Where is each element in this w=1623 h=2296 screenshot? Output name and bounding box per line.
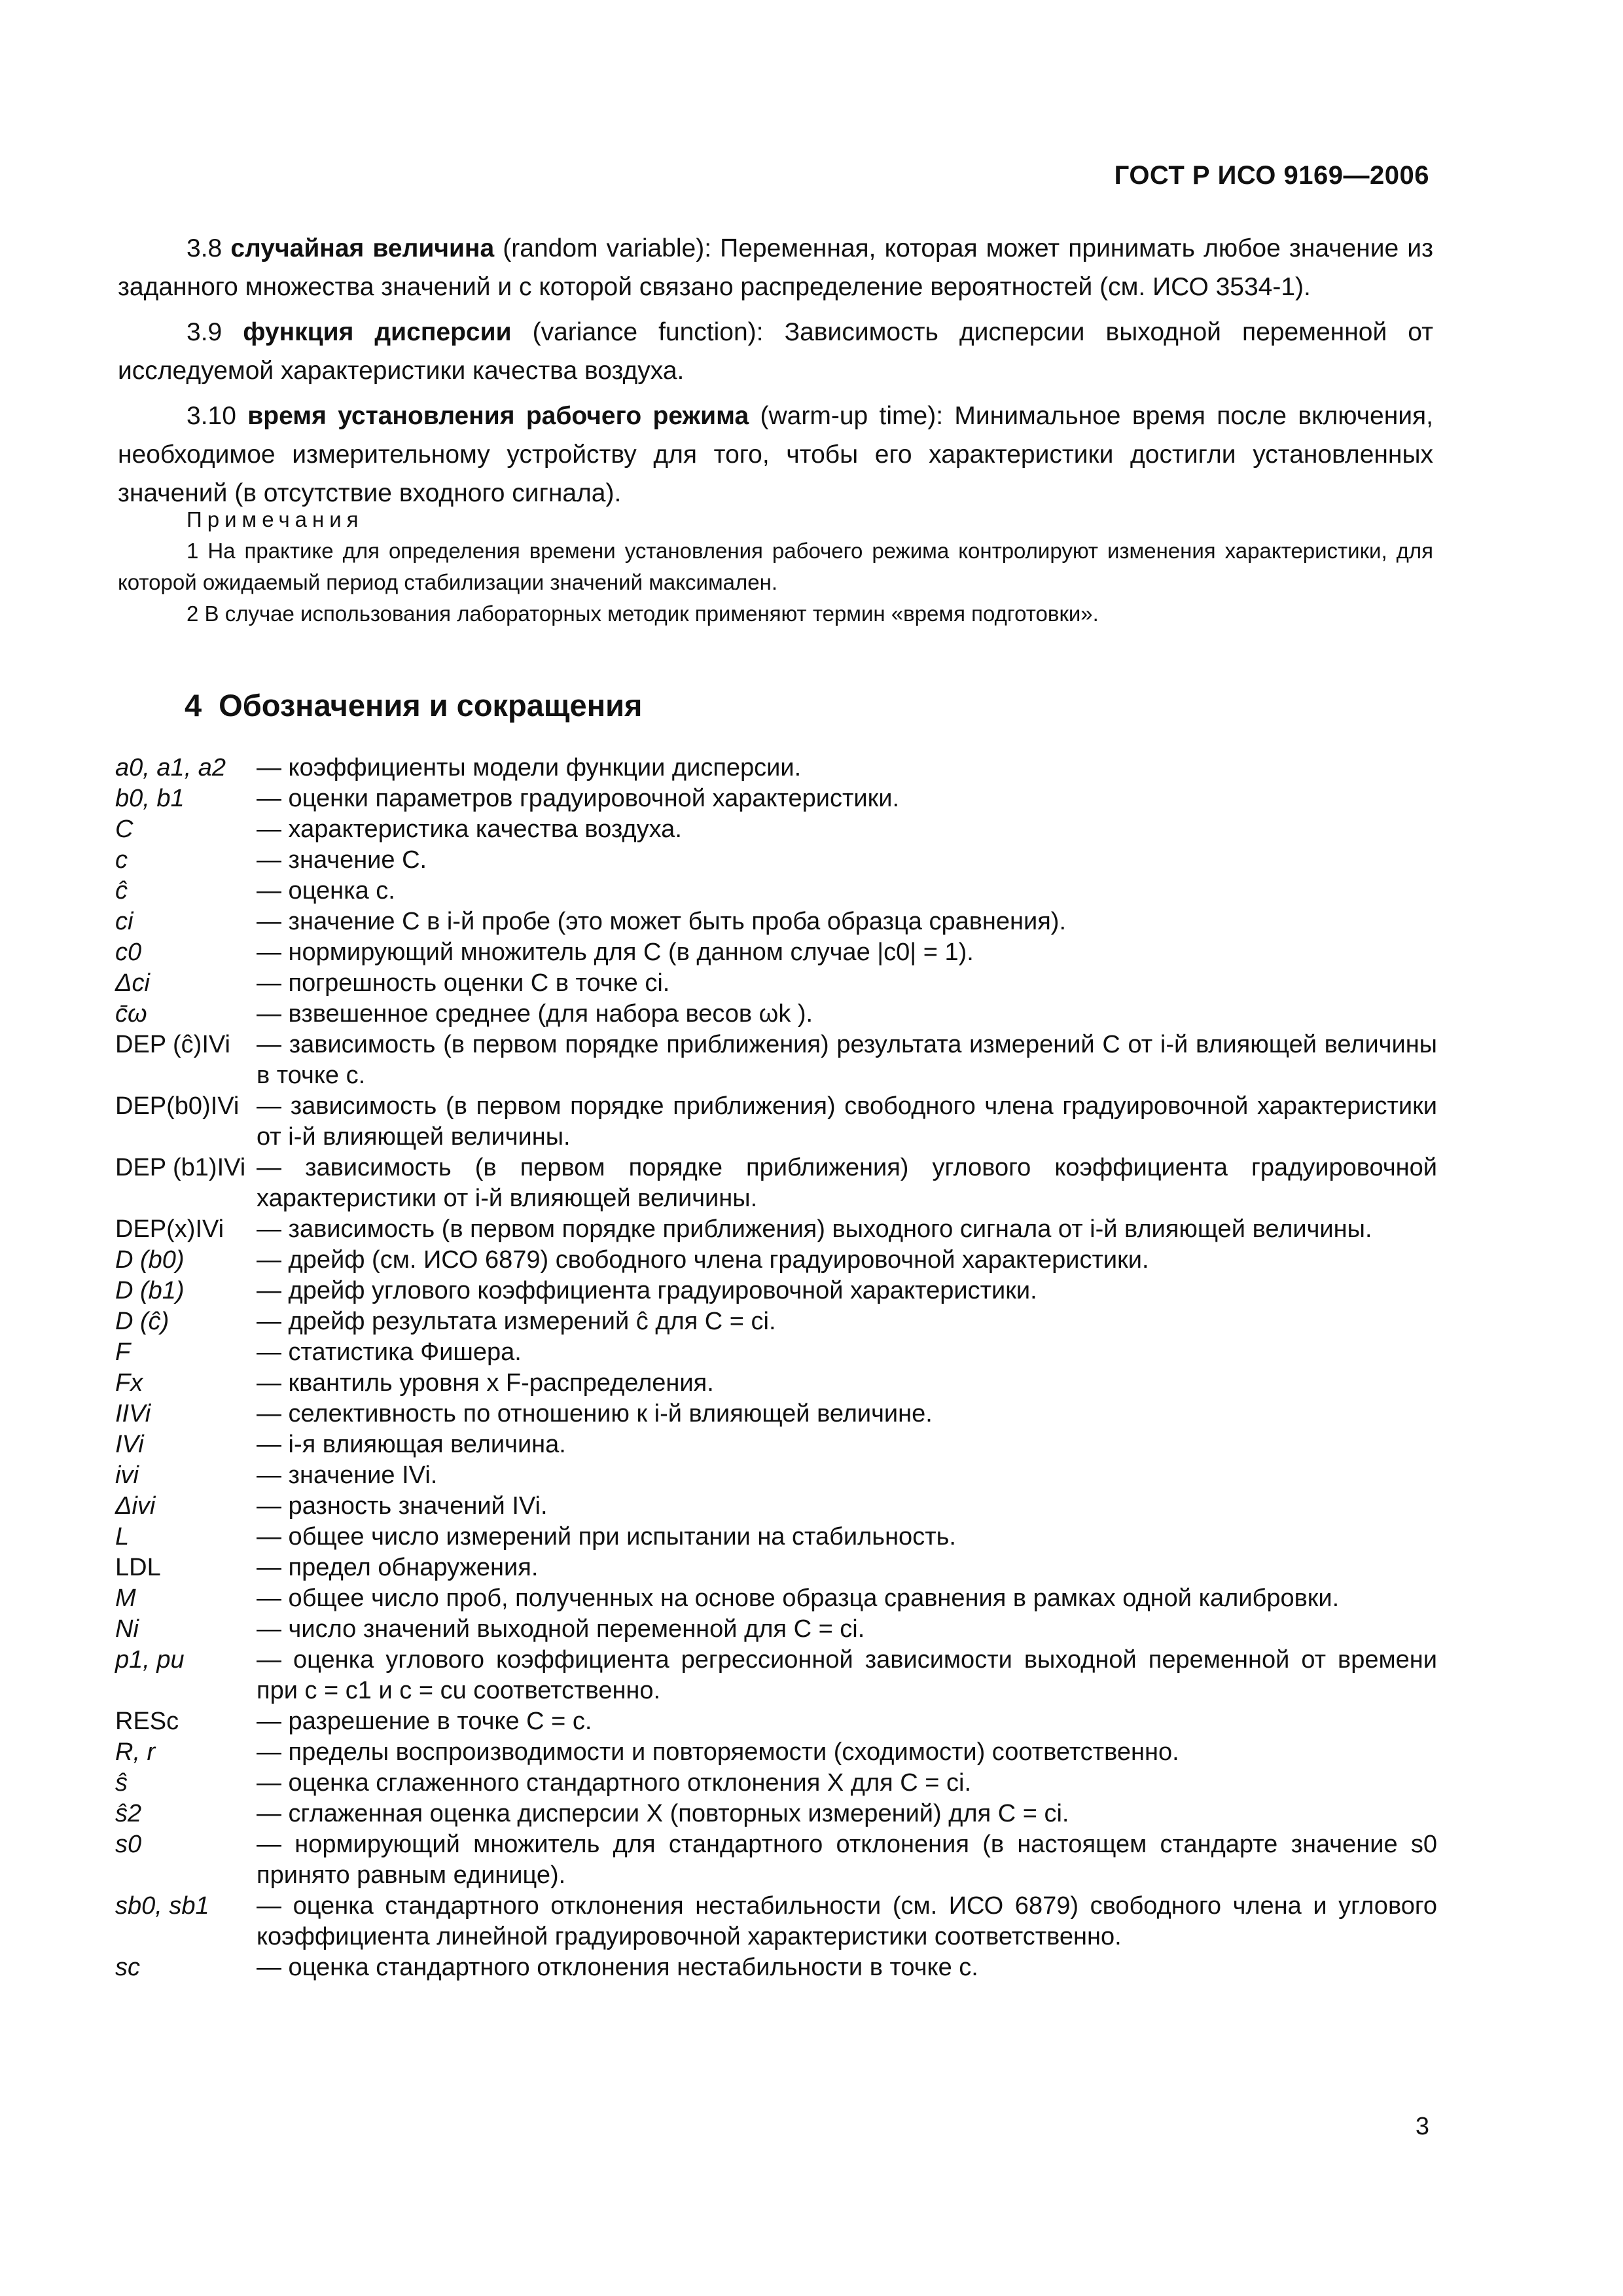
symbol: b0, b1 [115, 785, 185, 812]
symbol-row [115, 1522, 1437, 1552]
symbol: R, r [115, 1738, 156, 1766]
definition-english: (warm-up time): [749, 402, 955, 430]
symbol: F [115, 1338, 131, 1366]
definition-item [118, 313, 1433, 390]
symbol-row [115, 1552, 1437, 1583]
definition-text: Переменная, которая может принимать любое значение из заданного множества значений и с которой связано распределение вероятностей (см. ИСО 3534-1). [118, 234, 1433, 301]
symbol-description: — дрейф (см. ИСО 6879) свободного члена градуировочной характеристики. [257, 1246, 1149, 1274]
symbol: D (b0) [115, 1246, 185, 1274]
symbol: LDL [115, 1554, 161, 1581]
symbol-row [115, 937, 1437, 968]
definition-item [118, 229, 1433, 306]
symbol: IVi [115, 1431, 144, 1458]
symbol: C [115, 816, 134, 843]
symbol-description: — i-я влияющая величина. [257, 1431, 566, 1458]
symbol-description: — значение C. [257, 846, 427, 874]
symbol-row [115, 999, 1437, 1030]
symbol: ci [115, 908, 134, 935]
symbol-description: — разность значений IVi. [257, 1492, 548, 1520]
symbol: ivi [115, 1462, 139, 1489]
symbol-row [115, 1799, 1437, 1829]
definition-text: Зависимость дисперсии выходной переменной от исследуемой характеристики качества воздуха. [118, 318, 1433, 385]
definition-text: Минимальное время после включения, необходимое измерительному устройству для того, чтобы его характеристики достигли установленных значений (в отсутствие входного сигнала). [118, 402, 1433, 507]
notes-title: Примечания [187, 507, 364, 531]
symbol: c [115, 846, 128, 874]
symbol-row [115, 1245, 1437, 1276]
symbol-description: — оценка стандартного отклонения нестабильности в точке c. [257, 1954, 978, 1981]
symbol-description: — оценки параметров градуировочной характеристики. [257, 785, 900, 812]
symbol-row [115, 1429, 1437, 1460]
symbol-row [115, 1829, 1437, 1891]
document-code: ГОСТ Р ИСО 9169—2006 [1114, 161, 1429, 190]
symbol-description: — нормирующий множитель для C (в данном случае |c0| = 1). [257, 939, 974, 966]
symbol-description: — зависимость (в первом порядке приближения) выходного сигнала от i-й влияющей величины. [257, 1215, 1372, 1243]
note-item: 2 В случае использования лабораторных методик применяют термин «время подготовки». [187, 601, 1099, 626]
symbol: ĉ [115, 877, 128, 905]
symbol-description: — сглаженная оценка дисперсии X (повторных измерений) для C = ci. [257, 1800, 1069, 1827]
symbol-row [115, 1091, 1437, 1153]
definition-item [118, 397, 1433, 512]
symbol-description: — дрейф результата измерений ĉ для C = ci. [257, 1308, 776, 1335]
symbol-description: — зависимость (в первом порядке приближения) углового коэффициента градуировочной характеристики от i-й влияющей величины. [257, 1154, 1437, 1212]
symbol-row [115, 1399, 1437, 1429]
symbol: DEP(x)IVi [115, 1215, 224, 1243]
symbol-description: — взвешенное среднее (для набора весов ωk ). [257, 1000, 813, 1028]
symbol-row [115, 1645, 1437, 1706]
symbol-description: — пределы воспроизводимости и повторяемости (сходимости) соответственно. [257, 1738, 1179, 1766]
symbol-row [115, 1306, 1437, 1337]
symbol: Δci [115, 969, 150, 997]
definition-number: 3.10 [187, 402, 248, 430]
symbol-row [115, 906, 1437, 937]
symbol-description: — оценка c. [257, 877, 395, 905]
symbol: DEP(b0)IVi [115, 1092, 240, 1120]
symbol: Δivi [115, 1492, 156, 1520]
symbol-row [115, 1030, 1437, 1091]
symbol-description: — погрешность оценки C в точке ci. [257, 969, 670, 997]
symbol-row [115, 1891, 1437, 1952]
symbol: p1, pu [115, 1646, 185, 1674]
symbol-description: — квантиль уровня x F-распределения. [257, 1369, 714, 1397]
section-number: 4 [185, 688, 202, 723]
definition-english: (random variable): [494, 234, 721, 262]
symbol-row [115, 1737, 1437, 1768]
symbol-description: — зависимость (в первом порядке приближения) результата измерений C от i-й влияющей величины в точке c. [257, 1031, 1437, 1089]
definition-term: случайная величина [230, 234, 495, 262]
symbol-description: — зависимость (в первом порядке приближения) свободного члена градуировочной характеристики от i-й влияющей величины. [257, 1092, 1437, 1151]
symbol: ŝ [115, 1769, 128, 1797]
symbol: D (b1) [115, 1277, 185, 1304]
symbol: Ni [115, 1615, 139, 1643]
symbol: Fx [115, 1369, 143, 1397]
section-heading [185, 687, 659, 723]
symbol: IIVi [115, 1400, 151, 1427]
symbol-row [115, 753, 1437, 783]
symbol: a0, a1, a2 [115, 754, 226, 781]
symbol-row [115, 1952, 1437, 1983]
definition-term: функция дисперсии [243, 318, 512, 346]
symbol: DEP (b1)IVi [115, 1154, 246, 1181]
symbol: D (ĉ) [115, 1308, 169, 1335]
section-title: Обозначения и сокращения [219, 688, 643, 723]
symbol: L [115, 1523, 130, 1551]
symbol: M [115, 1585, 136, 1612]
symbol-description: — нормирующий множитель для стандартного отклонения (в настоящем стандарте значение s0 принято равным единице). [257, 1831, 1437, 1889]
symbol-row [115, 1153, 1437, 1214]
notes [118, 504, 1433, 630]
definitions [118, 229, 1433, 519]
symbol-row [115, 968, 1437, 999]
symbol-description: — оценка углового коэффициента регрессионной зависимости выходной переменной от времени при c = c1 и c = cu соответственно. [257, 1646, 1437, 1704]
symbol-row [115, 845, 1437, 876]
symbol-description: — коэффициенты модели функции дисперсии. [257, 754, 802, 781]
symbol-row [115, 1276, 1437, 1306]
symbol: ŝ2 [115, 1800, 142, 1827]
symbol-description: — селективность по отношению к i-й влияющей величине. [257, 1400, 933, 1427]
definition-number: 3.9 [187, 318, 243, 346]
symbol-description: — значение C в i-й пробе (это может быть проба образца сравнения). [257, 908, 1067, 935]
page-number: 3 [1415, 2113, 1429, 2140]
symbol: s0 [115, 1831, 142, 1858]
symbol-row [115, 814, 1437, 845]
symbol-row [115, 1583, 1437, 1614]
definition-english: (variance function): [511, 318, 785, 346]
symbol-row [115, 1214, 1437, 1245]
symbol-description: — общее число измерений при испытании на стабильность. [257, 1523, 956, 1551]
symbol-row [115, 1460, 1437, 1491]
symbol-description: — оценка сглаженного стандартного отклонения X для C = ci. [257, 1769, 972, 1797]
symbol-row [115, 876, 1437, 906]
symbol-description: — значение IVi. [257, 1462, 438, 1489]
symbol-description: — дрейф углового коэффициента градуировочной характеристики. [257, 1277, 1037, 1304]
symbol-description: — общее число проб, полученных на основе образца сравнения в рамках одной калибровки. [257, 1585, 1340, 1612]
symbol-row [115, 783, 1437, 814]
definition-number: 3.8 [187, 234, 231, 262]
symbol: sc [115, 1954, 140, 1981]
symbol-row [115, 1337, 1437, 1368]
symbol: RESc [115, 1708, 179, 1735]
definition-term: время установления рабочего режима [247, 402, 749, 430]
symbol: c0 [115, 939, 142, 966]
symbol-description: — статистика Фишера. [257, 1338, 522, 1366]
symbol-description: — оценка стандартного отклонения нестабильности (см. ИСО 6879) свободного члена и углового коэффициента линейной градуировочной характеристики соответственно. [257, 1892, 1437, 1950]
symbol-description: — предел обнаружения. [257, 1554, 539, 1581]
symbol-row [115, 1706, 1437, 1737]
symbols-list [115, 753, 1437, 1983]
symbol-description: — разрешение в точке C = c. [257, 1708, 592, 1735]
symbol: DEP (ĉ)IVi [115, 1031, 230, 1058]
symbol: c̄ω [115, 1000, 147, 1028]
symbol-row [115, 1614, 1437, 1645]
symbol-description: — число значений выходной переменной для C = ci. [257, 1615, 865, 1643]
symbol-row [115, 1368, 1437, 1399]
note-item: 1 На практике для определения времени установления рабочего режима контролируют изменения характеристики, для которой ожидаемый период стабилизации значений максимален. [118, 539, 1433, 594]
symbol-row [115, 1491, 1437, 1522]
symbol-description: — характеристика качества воздуха. [257, 816, 682, 843]
symbol: sb0, sb1 [115, 1892, 209, 1920]
symbol-row [115, 1768, 1437, 1799]
